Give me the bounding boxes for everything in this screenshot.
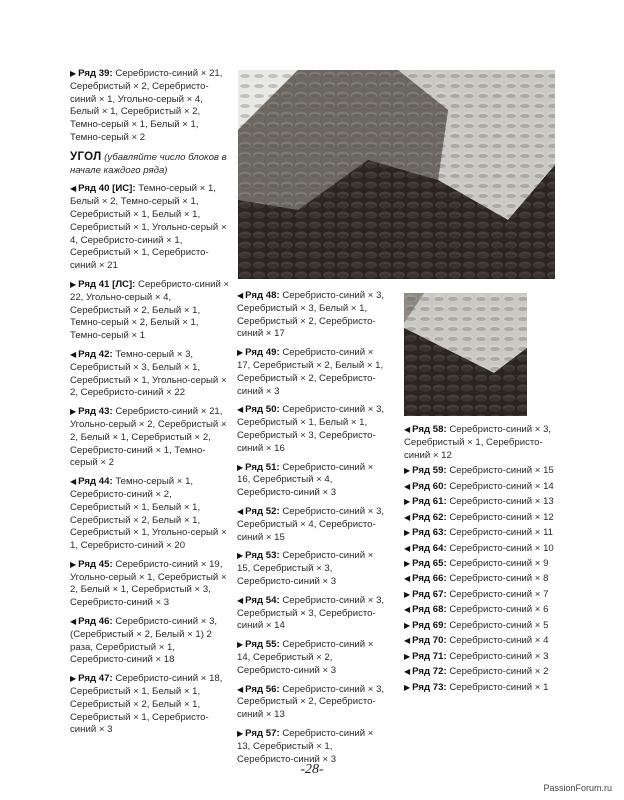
arrow-right-icon: ▶ xyxy=(237,728,244,738)
row-label: Ряд 58: xyxy=(412,424,447,435)
row-label: Ряд 63: xyxy=(412,527,447,539)
row-label: Ряд 50: xyxy=(245,404,280,416)
pattern-row xyxy=(70,349,230,400)
left-column xyxy=(70,68,230,743)
row-text: Серебристо-синий × 14 xyxy=(449,480,554,492)
row-text: Серебристо-синий × 3, Серебристый × 3, Белый × 1, Серебристый × 2, Серебристо-синий × 17 xyxy=(237,290,385,340)
pattern-row xyxy=(70,476,230,553)
row-text: Серебристо-синий × 3, Серебристый × 1, Белый × 1, Серебристый × 3, Серебристо-синий × 16 xyxy=(237,404,385,454)
arrow-right-icon: ▶ xyxy=(237,462,244,472)
row-label: Ряд 42: xyxy=(78,348,113,360)
row-label: Ряд 53: xyxy=(245,550,280,562)
pattern-row xyxy=(70,279,230,343)
row-label: Ряд 70: xyxy=(412,635,447,647)
row-text: Серебристо-синий × 5 xyxy=(449,619,549,631)
arrow-right-icon: ▶ xyxy=(404,651,411,661)
pattern-row xyxy=(70,673,230,737)
pattern-row xyxy=(70,616,230,667)
pattern-row xyxy=(404,589,564,602)
arrow-left-icon: ◀ xyxy=(70,477,77,487)
pattern-row xyxy=(237,728,387,766)
row-label: Ряд 61: xyxy=(412,496,447,508)
row-label: Ряд 48: xyxy=(245,290,280,301)
arrow-right-icon: ▶ xyxy=(404,528,411,538)
pattern-row xyxy=(404,465,564,478)
row-label: Ряд 59: xyxy=(412,465,447,477)
row-label: Ряд 52: xyxy=(245,505,280,517)
pattern-row xyxy=(404,481,564,494)
row-text: Серебристо-синий × 21, Серебристый × 2, Серебристо-синий × 1, Угольно-серый × 4, Белый × 1, Серебристый × 2, Темно-серый × 1, Белый × 1, Темно-серый × 2 xyxy=(70,68,223,143)
row-text: Серебристо-синий × 17, Серебристый × 2, Белый × 1, Серебристый × 2, Серебристо-синий × 3 xyxy=(237,347,384,397)
pattern-row xyxy=(237,404,387,455)
row-text: Темно-серый × 1, Белый × 2, Темно-серый × 1, Серебристый × 1, Белый × 1, Серебристый × 1, Угольно-серый × 4, Серебристо-синий × 1, Серебристый × 1, Серебристо-синий × 21 xyxy=(70,183,227,272)
row-text: Серебристо-синий × 8 xyxy=(449,573,549,585)
pattern-row xyxy=(404,512,564,525)
row-label: Ряд 72: xyxy=(412,666,447,678)
row-text: Серебристо-синий × 3, Серебристый × 4, Серебристо-синий × 15 xyxy=(237,505,385,543)
corner-heading xyxy=(70,151,230,178)
row-text: Серебристо-синий × 1 xyxy=(449,681,549,693)
row-label: Ряд 56: xyxy=(245,683,280,695)
arrow-left-icon: ◀ xyxy=(404,512,411,522)
row-label: Ряд 69: xyxy=(412,619,447,631)
pattern-row xyxy=(404,543,564,556)
row-text: Серебристо-синий × 15, Серебристый × 3, Серебристо-синий × 3 xyxy=(237,550,374,587)
pattern-row xyxy=(404,573,564,586)
pattern-row xyxy=(237,550,387,588)
pattern-row xyxy=(237,595,387,633)
arrow-left-icon: ◀ xyxy=(237,684,244,694)
row-label: Ряд 45: xyxy=(78,558,113,570)
pattern-row xyxy=(404,682,564,695)
corner-heading-title: УГОЛ xyxy=(70,150,102,163)
arrow-left-icon: ◀ xyxy=(237,291,244,300)
row-text: Серебристо-синий × 12 xyxy=(449,511,554,523)
pattern-row xyxy=(70,68,230,145)
arrow-right-icon: ▶ xyxy=(404,589,411,599)
row-text: Серебристо-синий × 19, Угольно-серый × 1, Серебристый × 2, Белый × 1, Серебристый × 3, Серебристо-синий × 3 xyxy=(70,558,227,609)
arrow-right-icon: ▶ xyxy=(237,551,244,561)
row-text: Серебристо-синий × 3 xyxy=(449,650,549,662)
row-label: Ряд 73: xyxy=(412,681,447,693)
pattern-row xyxy=(404,424,564,462)
corner-heading-note: (убавляйте число блоков в начале каждого ряда) xyxy=(70,151,227,176)
row-label: Ряд 47: xyxy=(78,673,113,685)
arrow-right-icon: ▶ xyxy=(70,279,77,289)
row-text: Серебристо-синий × 2 xyxy=(449,666,549,678)
row-label: Ряд 46: xyxy=(78,616,113,628)
arrow-left-icon: ◀ xyxy=(404,543,411,553)
pattern-row xyxy=(404,558,564,571)
row-text: Серебристо-синий × 13 xyxy=(449,496,554,508)
arrow-left-icon: ◀ xyxy=(404,667,411,677)
pattern-row xyxy=(237,506,387,544)
arrow-right-icon: ▶ xyxy=(404,682,411,692)
arrow-left-icon: ◀ xyxy=(404,636,411,646)
row-text: Серебристо-синий × 3, (Серебристый × 2, Белый × 1) 2 раза, Серебристый × 1, Серебристо-синий × 18 xyxy=(70,616,218,666)
arrow-right-icon: ▶ xyxy=(404,620,411,630)
arrow-left-icon: ◀ xyxy=(237,506,244,516)
arrow-right-icon: ▶ xyxy=(404,466,411,476)
row-label: Ряд 67: xyxy=(412,588,447,600)
arrow-left-icon: ◀ xyxy=(70,349,77,359)
pattern-row xyxy=(237,462,387,500)
row-text: Серебристо-синий × 3, Серебристый × 1, Серебристо-синий × 12 xyxy=(404,424,552,461)
pattern-row xyxy=(237,684,387,722)
arrow-right-icon: ▶ xyxy=(237,640,244,650)
arrow-right-icon: ▶ xyxy=(404,497,411,507)
row-label: Ряд 57: xyxy=(245,727,280,739)
middle-column xyxy=(237,290,387,772)
row-text: Серебристо-синий × 14, Серебристый × 2, Серебристо-синий × 3 xyxy=(237,639,374,676)
row-label: Ряд 55: xyxy=(245,639,280,651)
page-number: -28- xyxy=(300,762,324,777)
crochet-corner-detail-photo xyxy=(404,293,527,416)
crochet-corner-photo xyxy=(238,70,555,279)
row-label: Ряд 40 [ИС]: xyxy=(78,183,136,195)
row-text: Серебристо-синий × 21, Угольно-серый × 2, Серебристый × 2, Белый × 1, Серебристый × 2, Серебристо-синий × 1, Темно-серый × 2 xyxy=(70,406,227,469)
pattern-row xyxy=(404,651,564,664)
arrow-right-icon: ▶ xyxy=(404,558,411,568)
row-text: Серебристо-синий × 3, Серебристый × 3, Серебристо-синий × 14 xyxy=(237,594,385,632)
row-text: Серебристо-синий × 15 xyxy=(449,465,554,477)
row-text: Серебристо-синий × 7 xyxy=(449,588,549,600)
pattern-row xyxy=(237,290,387,341)
row-label: Ряд 68: xyxy=(412,604,447,616)
pattern-row xyxy=(70,406,230,470)
row-text: Серебристо-синий × 9 xyxy=(449,557,549,569)
arrow-left-icon: ◀ xyxy=(404,481,411,491)
crochet-photo-large xyxy=(238,70,555,279)
pattern-row xyxy=(404,635,564,648)
arrow-left-icon: ◀ xyxy=(237,405,244,415)
watermark: PassionForum.ru xyxy=(543,783,612,793)
pattern-row xyxy=(404,604,564,617)
pattern-row xyxy=(404,496,564,509)
arrow-right-icon: ▶ xyxy=(70,559,77,569)
row-text: Серебристо-синий × 18, Серебристый × 1, Белый × 1, Серебристый × 2, Белый × 1, Серебристый × 1, Серебристо-синий × 3 xyxy=(70,673,223,736)
row-text: Серебристо-синий × 13, Серебристый × 1, Серебристо-синий × 3 xyxy=(237,727,374,765)
row-label: Ряд 64: xyxy=(412,542,447,554)
row-label: Ряд 71: xyxy=(412,650,447,662)
row-label: Ряд 49: xyxy=(245,347,280,359)
row-label: Ряд 43: xyxy=(78,406,113,418)
row-label: Ряд 66: xyxy=(412,573,447,585)
row-text: Серебристо-синий × 3, Серебристый × 2, Серебристо-синий × 13 xyxy=(237,683,385,721)
row-label: Ряд 65: xyxy=(412,557,447,569)
arrow-left-icon: ◀ xyxy=(404,574,411,584)
pattern-row xyxy=(404,527,564,540)
right-column xyxy=(404,424,564,697)
row-text: Серебристо-синий × 6 xyxy=(449,604,549,616)
row-text: Серебристо-синий × 11 xyxy=(449,527,554,539)
arrow-left-icon: ◀ xyxy=(70,184,77,194)
pattern-row xyxy=(404,620,564,633)
row-label: Ряд 44: xyxy=(78,476,113,488)
row-text: Серебристо-синий × 16, Серебристый × 4, Серебристо-синий × 3 xyxy=(237,461,374,499)
row-text: Темно-серый × 1, Серебристо-синий × 2, Серебристый × 1, Белый × 1, Серебристый × 2, Белый × 1, Серебристый × 1, Угольно-серый × 1, Серебристо-синий × 20 xyxy=(70,476,227,552)
row-text: Серебристо-синий × 4 xyxy=(449,635,549,647)
row-label: Ряд 39: xyxy=(78,68,113,79)
pattern-row xyxy=(70,183,230,273)
arrow-left-icon: ◀ xyxy=(404,425,411,434)
pattern-row xyxy=(404,666,564,679)
arrow-left-icon: ◀ xyxy=(404,605,411,615)
crochet-photo-small xyxy=(404,293,527,416)
pattern-row xyxy=(237,347,387,398)
arrow-right-icon: ▶ xyxy=(237,348,244,358)
arrow-right-icon: ▶ xyxy=(70,407,77,417)
row-label: Ряд 41 [ЛС]: xyxy=(78,278,136,290)
arrow-right-icon: ▶ xyxy=(70,674,77,684)
row-text: Серебристо-синий × 22, Угольно-серый × 4, Серебристый × 2, Белый × 1, Темно-серый × 2, Белый × 1, Темно-серый × 1 xyxy=(70,278,230,342)
pattern-row xyxy=(237,639,387,677)
row-label: Ряд 60: xyxy=(412,480,447,492)
row-label: Ряд 54: xyxy=(245,594,280,606)
pattern-row xyxy=(70,559,230,610)
arrow-right-icon: ▶ xyxy=(70,69,77,78)
row-label: Ряд 51: xyxy=(245,461,280,473)
row-text: Серебристо-синий × 10 xyxy=(449,542,554,554)
arrow-left-icon: ◀ xyxy=(237,595,244,605)
row-label: Ряд 62: xyxy=(412,511,447,523)
arrow-left-icon: ◀ xyxy=(70,617,77,627)
row-text: Темно-серый × 3, Серебристый × 3, Белый × 1, Серебристый × 1, Угольно-серый × 2, Серебристо-синий × 22 xyxy=(70,348,227,399)
